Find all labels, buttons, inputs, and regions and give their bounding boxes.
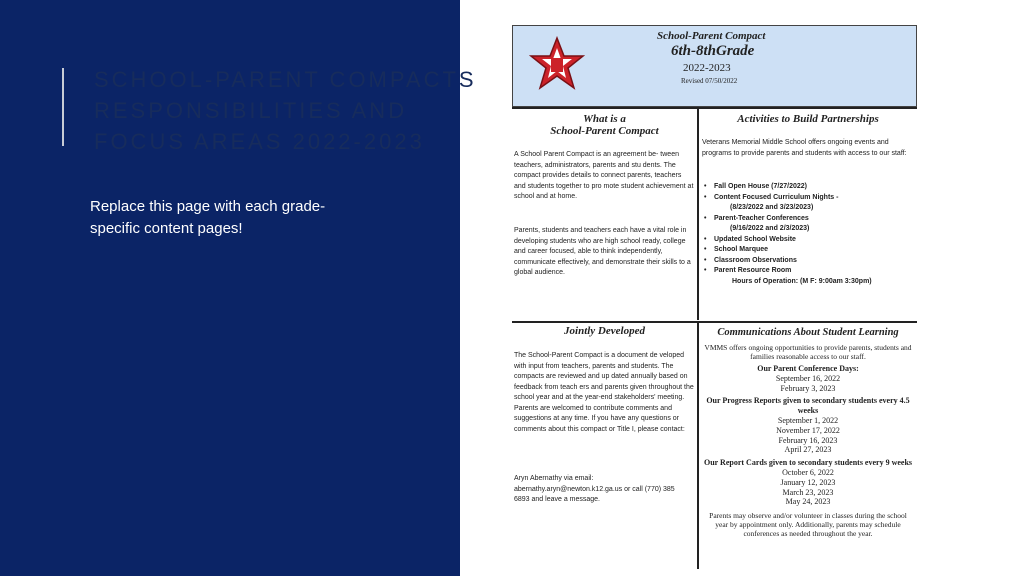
report-heading: Our Report Cards given to secondary students every 9 weeks bbox=[703, 458, 913, 468]
header-revised: Revised 07/50/2022 bbox=[681, 77, 738, 85]
divider bbox=[512, 107, 917, 109]
divider bbox=[512, 321, 917, 323]
school-star-logo-icon bbox=[529, 36, 585, 92]
slide-title-line: RESPONSIBILITIES AND bbox=[94, 98, 408, 123]
date-item: September 1, 2022 bbox=[777, 415, 839, 425]
header-year: 2022-2023 bbox=[683, 62, 731, 74]
communications-title: Communications About Student Learning bbox=[717, 327, 899, 338]
what-is-para2: Parents, students and teachers each have a vital role in developing students who are high school ready, college and career focused, able to think independently, communicate effectively, and demonstrate their skills to a global audience. bbox=[514, 227, 691, 276]
divider bbox=[697, 322, 699, 569]
left-panel bbox=[0, 0, 477, 576]
title-accent-bar bbox=[62, 68, 64, 146]
jointly-developed-contact: Aryn Abernathy via email: abernathy.aryn@newton.k12.ga.us or call (770) 385 6893 and leave a message. bbox=[514, 475, 675, 503]
compact-document-image bbox=[512, 25, 917, 569]
list-item: (8/23/2022 and 3/23/2023) bbox=[730, 204, 814, 211]
slide-title-line: SCHOOL-PARENT COMPACTS bbox=[94, 67, 477, 92]
what-is-para1: A School Parent Compact is an agreement be- tween teachers, administrators, parents and stu dents. The compact provides details to connect parents, teachers and students together to pro mote student achievement at school and at home. bbox=[514, 151, 694, 200]
communications-intro: VMMS offers ongoing opportunities to provide parents, students and families reasonable access to our staff. bbox=[704, 343, 912, 361]
activities-title: Activities to Build Partnerships bbox=[737, 113, 879, 125]
slide-title-line: FOCUS AREAS 2022-2023 bbox=[94, 129, 425, 154]
list-item: • Fall Open House (7/27/2022) bbox=[702, 182, 912, 193]
jointly-developed-title: Jointly Developed bbox=[564, 325, 645, 337]
list-item: Hours of Operation: (M F: 9:00am 3:30pm) bbox=[732, 277, 872, 285]
header-compact-label: School-Parent Compact bbox=[657, 30, 766, 42]
list-item: • Content Focused Curriculum Nights - bbox=[702, 193, 912, 204]
date-item: November 17, 2022 bbox=[776, 425, 840, 435]
slide-subtitle bbox=[90, 196, 390, 240]
list-item: • Updated School Website bbox=[702, 235, 912, 246]
jointly-developed-para: The School-Parent Compact is a document de veloped with input from teachers, parents and students. The compacts are reviewed and up dated annually based on feedback from teach ers and parents given throughout the school year and at the year-end stakeholders' meeting. Parents are welcomed to contribute comments and suggestions at any time. If you have any questions or comments about this compact or Title I, please contact: bbox=[514, 352, 694, 433]
divider bbox=[697, 108, 699, 320]
date-item: March 23, 2023 bbox=[782, 487, 834, 497]
slide-title bbox=[94, 64, 477, 157]
date-item: May 24, 2023 bbox=[785, 497, 831, 507]
date-item: September 16, 2022 bbox=[775, 373, 841, 383]
date-item: February 16, 2023 bbox=[778, 435, 838, 445]
progress-heading: Our Progress Reports given to secondary students every 4.5 weeks bbox=[706, 396, 910, 416]
list-item: • School Marquee bbox=[702, 245, 912, 256]
slide-subtitle-line: Replace this page with each grade- bbox=[90, 198, 326, 215]
list-item: • Classroom Observations bbox=[702, 256, 912, 267]
what-is-title-line: School-Parent Compact bbox=[550, 125, 659, 137]
list-item: • Parent Resource Room bbox=[702, 266, 912, 277]
list-item: (9/16/2022 and 2/3/2023) bbox=[730, 225, 810, 232]
header-grade: 6th-8thGrade bbox=[671, 43, 755, 59]
date-item: April 27, 2023 bbox=[784, 445, 832, 455]
what-is-title-line: What is a bbox=[583, 113, 626, 125]
list-item: • Parent-Teacher Conferences bbox=[702, 214, 912, 225]
date-item: February 3, 2023 bbox=[780, 383, 836, 393]
communications-body bbox=[702, 343, 914, 538]
activities-intro: Veterans Memorial Middle School offers ongoing events and programs to provide parents and students with access to our staff: bbox=[702, 139, 907, 157]
slide-subtitle-line: specific content pages! bbox=[90, 220, 243, 237]
date-item: October 6, 2022 bbox=[782, 467, 834, 477]
communications-footer: Parents may observe and/or volunteer in classes during the school year by appointment only. Additionally, parents may schedule conferences as needed throughout the year. bbox=[709, 511, 907, 539]
conference-heading: Our Parent Conference Days: bbox=[757, 364, 859, 373]
document-header bbox=[512, 25, 917, 107]
date-item: January 12, 2023 bbox=[780, 477, 836, 487]
header-text bbox=[643, 30, 843, 85]
what-is-title bbox=[522, 113, 687, 137]
activities-list bbox=[702, 182, 912, 287]
